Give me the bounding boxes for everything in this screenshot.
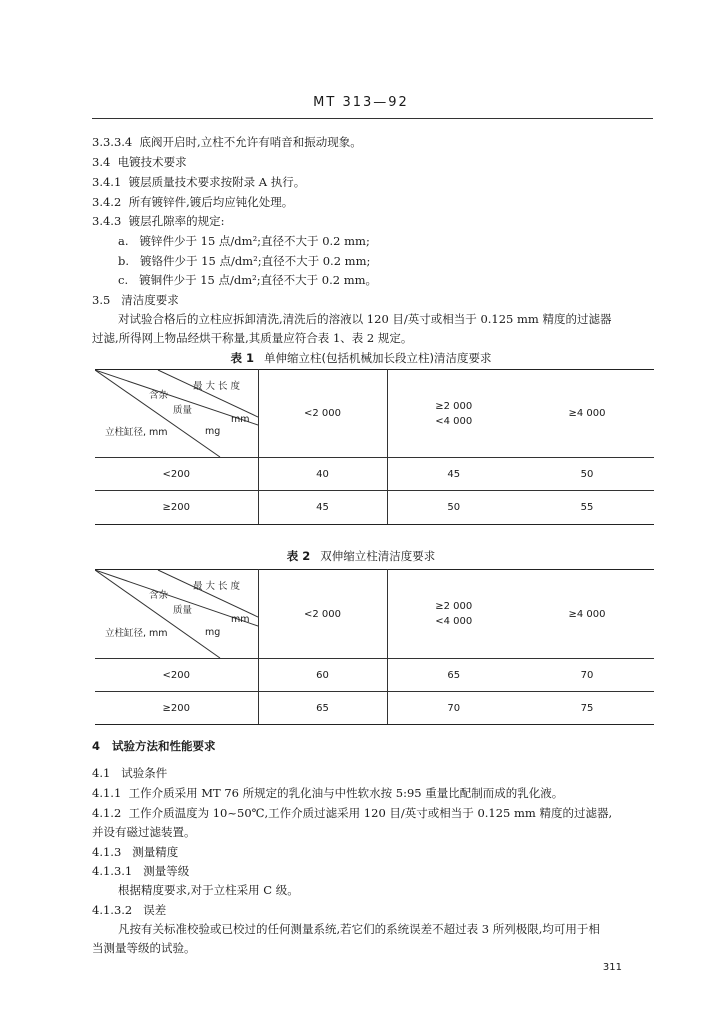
clause-3-3-3-4 [92, 134, 362, 150]
table2-col-header-1: <2 000 [258, 570, 387, 659]
porosity-item-a [118, 233, 370, 249]
table2-bore-label: 立柱缸径, mm [105, 628, 168, 639]
clause-number: 4.1.3.2 [92, 903, 133, 917]
table2-col-header-2 [387, 570, 520, 659]
clause-text: 工作介质采用 MT 76 所规定的乳化油与中性软水按 5:95 重量比配制而成的乳化液。 [128, 786, 564, 800]
clause-number: 3.3.3.4 [92, 135, 133, 149]
table2-row2-label: ≥200 [95, 692, 258, 725]
clause-text: 测量精度 [132, 845, 179, 859]
clause-number: 4.1.3 [92, 845, 122, 859]
table1-col-header-2 [387, 370, 520, 458]
item-text: 镀铜件少于 15 点/dm²;直径不大于 0.2 mm。 [139, 273, 378, 287]
clause-4-1-3-1 [92, 863, 189, 879]
table2 [95, 569, 654, 725]
table2-col-header-2-bottom: <4 000 [435, 616, 473, 627]
clause-4-1-3-2 [92, 902, 166, 918]
item-text: 镀铬件少于 15 点/dm²;直径不大于 0.2 mm; [140, 254, 371, 268]
table1-mass-label: 质量 [173, 405, 193, 416]
table1-bore-label: 立柱缸径, mm [105, 427, 168, 438]
item-mark: b. [118, 254, 130, 268]
table1-caption-text: 单伸缩立柱(包括机械加长段立柱)清洁度要求 [264, 351, 492, 365]
section-number: 4 [92, 739, 101, 753]
table1-row2-value2: 50 [387, 491, 520, 525]
clause-text: 误差 [143, 903, 167, 917]
table1-row1-value1: 40 [258, 458, 387, 491]
table2-max-length-label: 最 大 长 度 [193, 581, 241, 592]
clause-text: 清洁度要求 [121, 293, 179, 307]
table1-mg-label: mg [205, 426, 221, 437]
table2-row1-label: <200 [95, 659, 258, 692]
clause-number: 3.4 [92, 155, 111, 169]
porosity-item-b [118, 253, 370, 269]
clause-3-4-2 [92, 194, 293, 210]
table2-row1-value2: 65 [387, 659, 520, 692]
table2-mm-label: mm [231, 614, 250, 625]
clause-4-1-2-line2: 并设有磁过滤装置。 [92, 825, 196, 839]
table2-col-header-2-top: ≥2 000 [435, 601, 473, 612]
clause-3-4-1 [92, 174, 305, 190]
clause-text: 电镀技术要求 [117, 155, 187, 169]
table2-caption-text: 双伸缩立柱清洁度要求 [320, 549, 436, 563]
clause-text: 镀层孔隙率的规定: [128, 214, 225, 228]
clause-3-4 [92, 154, 187, 170]
clause-number: 4.1.2 [92, 806, 122, 820]
table-row [95, 659, 654, 692]
clause-4-1-3-1-body: 根据精度要求,对于立柱采用 C 级。 [118, 883, 299, 897]
item-text: 镀锌件少于 15 点/dm²;直径不大于 0.2 mm; [139, 234, 370, 248]
cleanliness-paragraph-line1: 对试验合格后的立柱应拆卸清洗,清洗后的溶液以 120 目/英寸或相当于 0.125 mm 精度的过滤器 [118, 312, 612, 326]
table2-mg-label: mg [205, 627, 221, 638]
page-number: 311 [602, 962, 622, 973]
clause-3-4-3 [92, 213, 224, 229]
table2-impurity-label: 含杂 [149, 590, 169, 601]
clause-number: 3.4.1 [92, 175, 122, 189]
table1-row2-value1: 45 [258, 491, 387, 525]
table1 [95, 369, 654, 525]
header-rule [92, 118, 653, 119]
clause-number: 3.4.2 [92, 195, 122, 209]
table2-row1-value1: 60 [258, 659, 387, 692]
clause-4-1-2 [92, 805, 612, 821]
clause-4-1-3-2-line2: 当测量等级的试验。 [92, 941, 196, 955]
clause-text: 所有镀锌件,镀后均应钝化处理。 [128, 195, 294, 209]
clause-4-1-1 [92, 785, 563, 801]
item-mark: c. [118, 273, 129, 287]
clause-number: 4.1.3.1 [92, 864, 133, 878]
table1-row1-value2: 45 [387, 458, 520, 491]
table1-col-header-1: <2 000 [258, 370, 387, 458]
clause-4-1-3-2-line1: 凡按有关标准校验或已校过的任何测量系统,若它们的系统误差不超过表 3 所列极限,均可用于相 [118, 922, 600, 936]
table1-max-length-label: 最 大 长 度 [193, 381, 241, 392]
table1-caption-number: 表 1 [230, 351, 255, 365]
table2-row1-value3: 70 [520, 659, 654, 692]
clause-number: 3.4.3 [92, 214, 122, 228]
table1-impurity-label: 含杂 [149, 390, 169, 401]
table2-col-header-3: ≥4 000 [520, 570, 654, 659]
table1-col-header-3: ≥4 000 [520, 370, 654, 458]
table-row [95, 692, 654, 725]
table1-mm-label: mm [231, 414, 250, 425]
table-row [95, 491, 654, 525]
table1-row2-value3: 55 [520, 491, 654, 525]
clause-number: 4.1 [92, 766, 111, 780]
table2-row2-value2: 70 [387, 692, 520, 725]
clause-3-5 [92, 292, 179, 308]
table1-col-header-2-bottom: <4 000 [435, 415, 473, 427]
clause-number: 4.1.1 [92, 786, 122, 800]
cleanliness-paragraph-line2: 过滤,所得网上物品经烘干称量,其质量应符合表 1、表 2 规定。 [92, 331, 413, 345]
section-title: 试验方法和性能要求 [112, 739, 216, 753]
porosity-item-c [118, 272, 377, 288]
item-mark: a. [118, 234, 129, 248]
table1-row1-value3: 50 [520, 458, 654, 491]
table2-row2-value1: 65 [258, 692, 387, 725]
clause-4-1 [92, 765, 167, 781]
clause-text: 试验条件 [121, 766, 168, 780]
table-row [95, 458, 654, 491]
table2-caption-number: 表 2 [286, 549, 311, 563]
table1-col-header-2-top: ≥2 000 [435, 400, 473, 412]
clause-4-1-3 [92, 844, 178, 860]
table2-row2-value3: 75 [520, 692, 654, 725]
clause-number: 3.5 [92, 293, 111, 307]
clause-text: 测量等级 [143, 864, 190, 878]
table1-caption [0, 350, 722, 366]
clause-text: 底阀开启时,立柱不允许有哨音和振动现象。 [139, 135, 362, 149]
clause-text: 镀层质量技术要求按附录 A 执行。 [128, 175, 306, 189]
table1-diagonal-header [95, 370, 258, 458]
clause-text: 工作介质温度为 10~50℃,工作介质过滤采用 120 目/英寸或相当于 0.125 mm 精度的过滤器, [128, 806, 613, 820]
section-4-heading [92, 738, 216, 754]
table1-row1-label: <200 [95, 458, 258, 491]
table1-row2-label: ≥200 [95, 491, 258, 525]
document-header: MT 313—92 [313, 95, 409, 110]
table2-mass-label: 质量 [173, 605, 193, 616]
table2-caption [0, 548, 722, 564]
table2-diagonal-header [95, 570, 258, 659]
